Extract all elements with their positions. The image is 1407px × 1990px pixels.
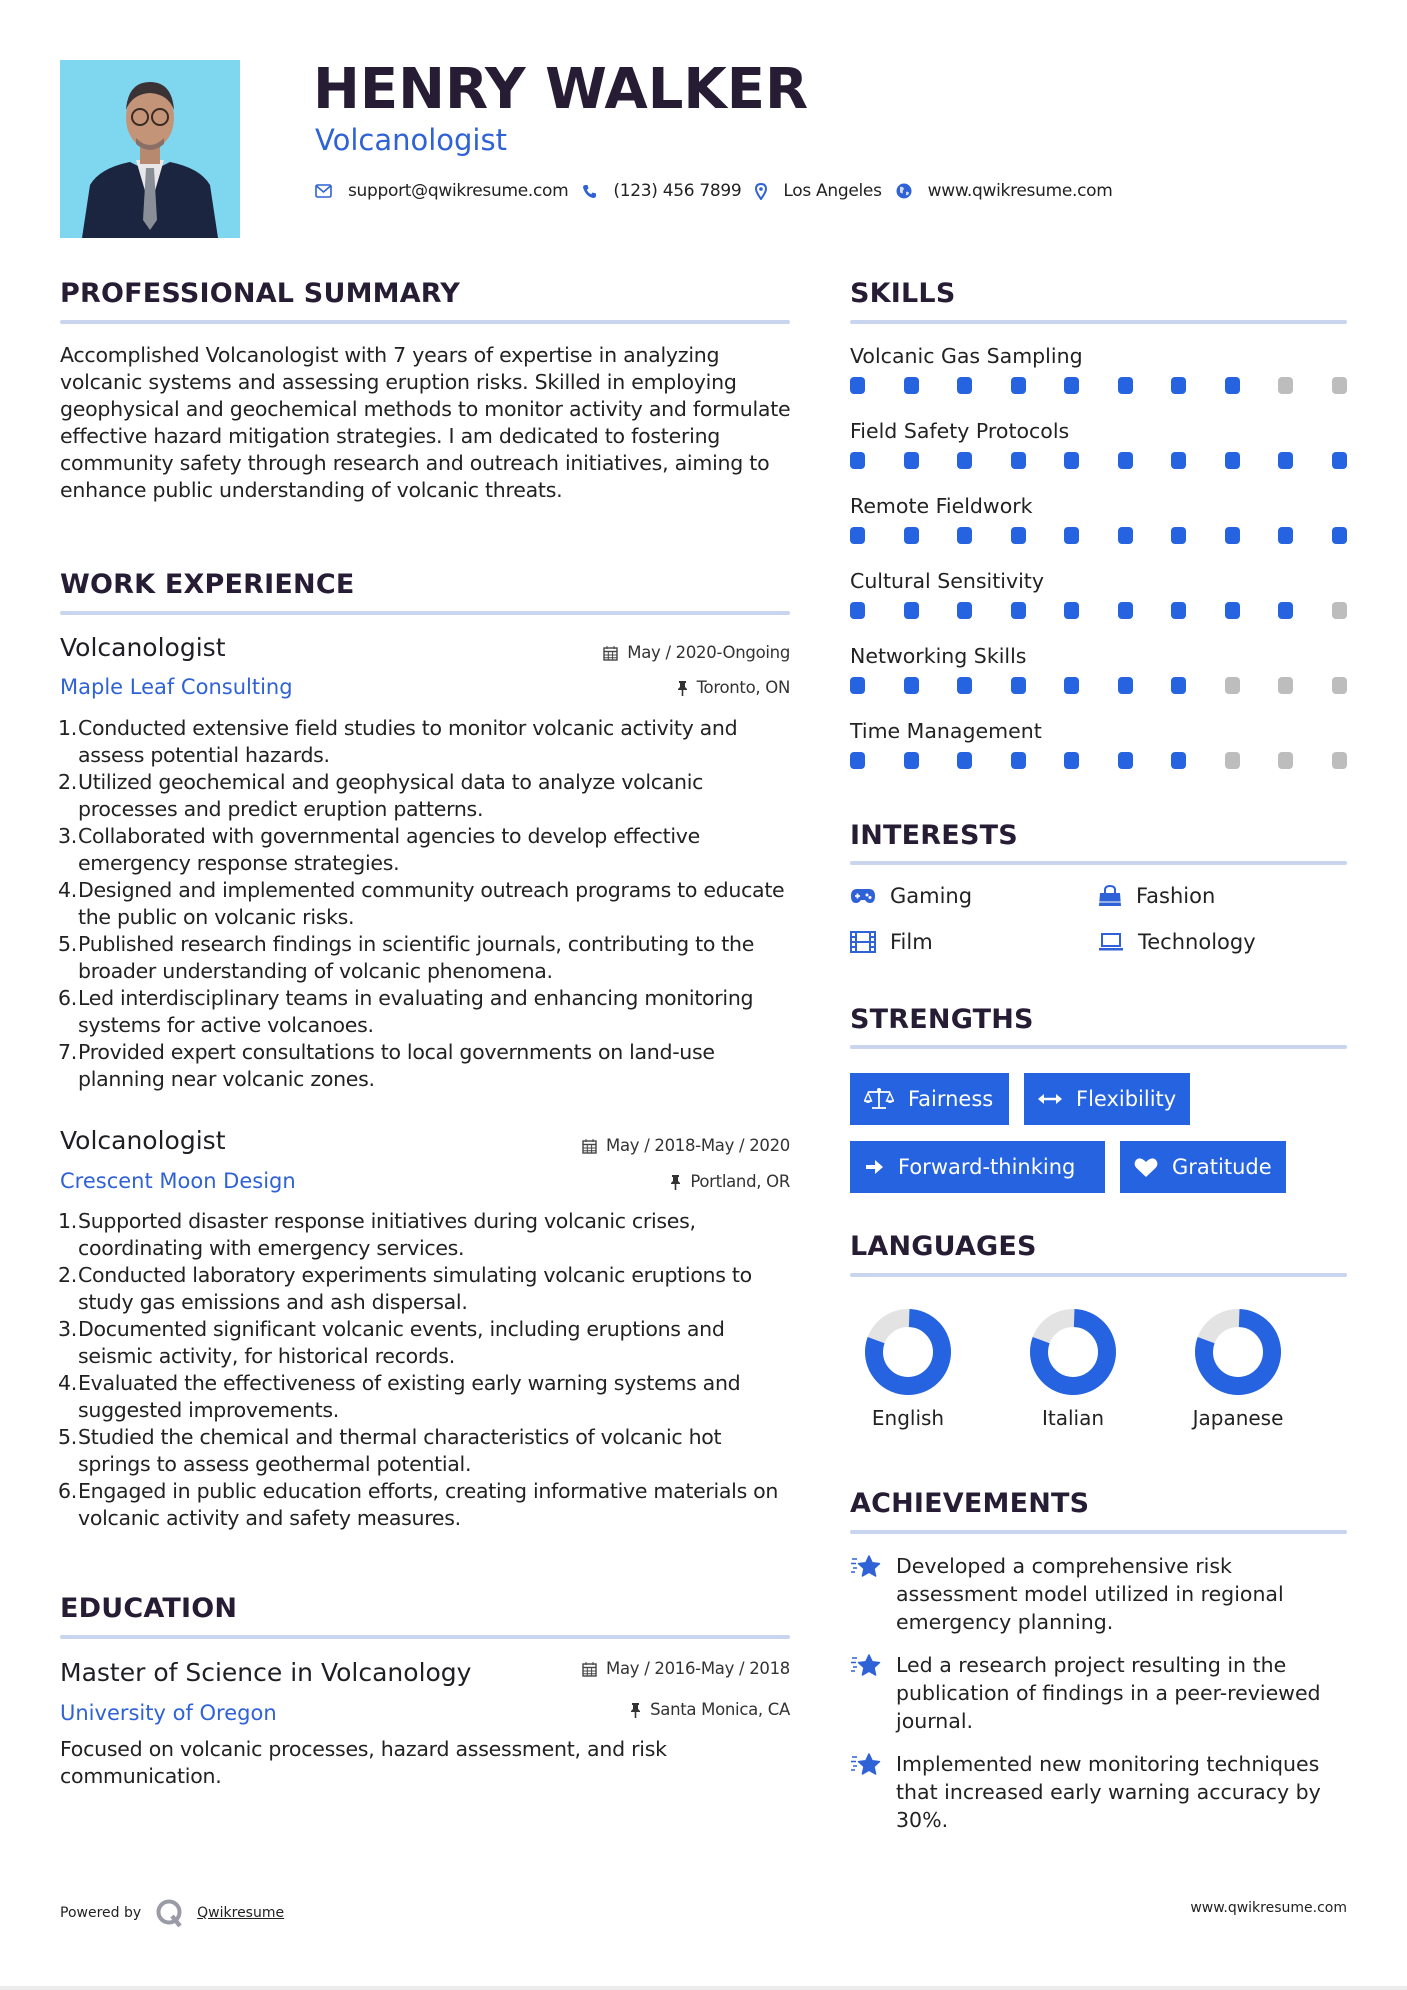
shopping-bag-icon [1098,885,1122,907]
rating-dot-filled [1171,752,1186,769]
rating-dot-filled [1118,527,1133,544]
phone-icon [582,184,597,199]
rating-dot-filled [1011,377,1026,394]
rating-dot-empty [1332,677,1347,694]
rating-dot-filled [1225,527,1240,544]
list-item: 3. Collaborated with governmental agencies to develop effective emergency response strategies. [58,824,700,875]
languages-divider [850,1273,1347,1277]
rating-dot-filled [850,377,865,394]
page-bottom-border [0,1986,1407,1990]
list-item: 3. Documented significant volcanic events, including eruptions and seismic activity, for historical records. [58,1317,725,1368]
rating-dot-filled [1171,452,1186,469]
map-pin-icon [755,183,767,200]
contact-email[interactable]: support@qwikresume.com [315,181,568,201]
interests-divider [850,861,1347,865]
list-item: 6. Led interdisciplinary teams in evaluating and enhancing monitoring systems for active volcanoes. [58,986,754,1037]
language-label: Japanese [1192,1406,1284,1430]
rating-dot-filled [1118,752,1133,769]
star-icon [850,1554,882,1580]
job-title: Volcanologist [60,1126,226,1155]
list-item: 1. Conducted extensive field studies to monitor volcanic activity and assess potential hazards. [58,716,738,767]
rating-dot-empty [1278,377,1293,394]
envelope-icon [315,184,332,198]
rating-dot-filled [1118,602,1133,619]
double-arrow-icon [1038,1093,1062,1105]
skill-item [850,343,1347,394]
footer-website-link[interactable]: www.qwikresume.com [1190,1900,1347,1916]
rating-dot-filled [904,377,919,394]
skill-label: Field Safety Protocols [850,419,1070,443]
rating-dot-filled [1171,527,1186,544]
skill-label: Networking Skills [850,644,1027,668]
achievement-item: Developed a comprehensive risk assessment model utilized in regional emergency planning. [850,1552,1347,1636]
company-name: Maple Leaf Consulting [60,675,293,699]
strength-tag-fairness: Fairness [850,1073,1009,1125]
qwikresume-link[interactable]: Qwikresume [197,1905,285,1921]
balance-scale-icon [864,1087,894,1111]
calendar-icon [603,645,618,661]
rating-dot-empty [1225,677,1240,694]
achievements-heading: ACHIEVEMENTS [850,1488,1090,1519]
interests-heading: INTERESTS [850,820,1018,851]
interest-item-gaming: Gaming [850,883,972,909]
experience-divider [60,611,790,615]
strength-tag-forward-thinking: Forward-thinking [850,1141,1105,1193]
skill-rating [850,377,1347,394]
skill-label: Remote Fieldwork [850,494,1033,518]
rating-dot-filled [1118,452,1133,469]
globe-icon [896,183,912,199]
rating-dot-filled [850,527,865,544]
language-label: Italian [1041,1406,1105,1430]
interest-item-technology: Technology [1098,929,1256,955]
rating-dot-filled [1011,602,1026,619]
rating-dot-filled [1332,527,1347,544]
rating-dot-filled [1171,377,1186,394]
rating-dot-filled [1171,677,1186,694]
rating-dot-filled [850,452,865,469]
strength-tag-flexibility: Flexibility [1024,1073,1190,1125]
rating-dot-filled [1064,677,1079,694]
laptop-icon [1098,932,1124,952]
rating-dot-filled [850,752,865,769]
rating-dot-filled [1064,602,1079,619]
education-location: Santa Monica, CA [630,1699,790,1721]
rating-dot-filled [957,452,972,469]
skill-rating [850,527,1347,544]
list-item: 1. Supported disaster response initiatives during volcanic crises, coordinating with emergency services. [58,1209,696,1260]
list-item: 2. Utilized geochemical and geophysical data to analyze volcanic processes and predict eruption patterns. [58,770,704,821]
profile-photo [60,60,240,238]
rating-dot-filled [850,602,865,619]
rating-dot-filled [957,377,972,394]
skills-divider [850,320,1347,324]
calendar-icon [582,1661,597,1677]
contact-location: Los Angeles [755,181,881,201]
rating-dot-filled [1332,452,1347,469]
person-portrait-icon [60,60,240,238]
language-item [1168,1308,1308,1430]
list-item: 5. Studied the chemical and thermal characteristics of volcanic hot springs to assess geothermal potential. [58,1425,722,1476]
rating-dot-filled [1118,677,1133,694]
list-item: 5. Published research findings in scientific journals, contributing to the broader understanding of volcanic phenomena. [58,932,755,983]
list-item: 2. Conducted laboratory experiments simulating volcanic eruptions to study gas emissions and ash dispersal. [58,1263,752,1314]
qwikresume-logo-icon [155,1898,185,1928]
job-responsibilities [60,715,790,1093]
skill-item [850,718,1347,769]
skill-item [850,568,1347,619]
contact-website[interactable]: www.qwikresume.com [896,181,1113,201]
job-dates: May / 2018-May / 2020 [582,1135,790,1157]
star-icon [850,1653,882,1679]
company-name: Crescent Moon Design [60,1169,296,1193]
list-item: 4. Evaluated the effectiveness of existing early warning systems and suggested improvements. [58,1371,741,1422]
rating-dot-filled [1064,527,1079,544]
skill-item [850,418,1347,469]
language-item [1003,1308,1143,1430]
summary-text: Accomplished Volcanologist with 7 years of expertise in analyzing volcanic systems and assessing eruption risks. Skilled in employing geophysical and geochemical methods to monitor activity and formulate effective hazard mitigation strategies. I am dedicated to fostering community safety through research and outreach initiatives, aiming to enhance public understanding of volcanic threats. [60,343,791,502]
skill-rating [850,677,1347,694]
pushpin-icon [677,680,688,696]
skill-label: Time Management [850,719,1042,743]
skill-rating [850,602,1347,619]
skills-heading: SKILLS [850,278,956,309]
experience-heading: WORK EXPERIENCE [60,569,355,600]
rating-dot-empty [1278,752,1293,769]
achievement-item: Led a research project resulting in the publication of findings in a peer-reviewed journal. [850,1651,1347,1735]
rating-dot-filled [1118,377,1133,394]
rating-dot-filled [957,527,972,544]
candidate-job-title: Volcanologist [315,123,507,157]
achievement-item: Implemented new monitoring techniques that increased early warning accuracy by 30%. [850,1750,1347,1834]
gamepad-icon [850,887,876,905]
list-item: 6. Engaged in public education efforts, creating informative materials on volcanic activity and safety measures. [58,1479,779,1530]
rating-dot-filled [904,677,919,694]
rating-dot-filled [1011,677,1026,694]
job-dates: May / 2020-Ongoing [603,642,790,664]
rating-dot-filled [1171,602,1186,619]
summary-divider [60,320,790,324]
contact-bar [315,178,1127,204]
school-name: University of Oregon [60,1701,277,1725]
language-item [838,1308,978,1430]
degree-title: Master of Science in Volcanology [60,1658,472,1687]
contact-phone[interactable]: (123) 456 7899 [582,181,741,201]
education-divider [60,1635,790,1639]
rating-dot-empty [1332,377,1347,394]
rating-dot-filled [957,752,972,769]
skill-item [850,643,1347,694]
skill-label: Cultural Sensitivity [850,569,1044,593]
calendar-icon [582,1138,597,1154]
rating-dot-filled [1225,377,1240,394]
rating-dot-filled [904,752,919,769]
summary-heading: PROFESSIONAL SUMMARY [60,278,461,309]
achievements-divider [850,1530,1347,1534]
list-item: 7. Provided expert consultations to local governments on land-use planning near volcanic zones. [58,1040,715,1091]
footer-powered-by: Powered by Qwikresume [60,1898,284,1928]
rating-dot-filled [957,602,972,619]
job-location: Toronto, ON [677,677,790,699]
education-description: Focused on volcanic processes, hazard assessment, and risk communication. [60,1737,667,1788]
pushpin-icon [630,1702,641,1718]
rating-dot-empty [1332,752,1347,769]
rating-dot-filled [904,527,919,544]
rating-dot-filled [957,677,972,694]
interest-item-fashion: Fashion [1098,883,1215,909]
rating-dot-empty [1278,677,1293,694]
rating-dot-filled [1278,602,1293,619]
rating-dot-filled [1064,452,1079,469]
candidate-name: HENRY WALKER [313,57,809,122]
rating-dot-filled [904,452,919,469]
rating-dot-filled [1278,527,1293,544]
skill-label: Volcanic Gas Sampling [850,344,1083,368]
skill-rating [850,452,1347,469]
rating-dot-filled [1225,602,1240,619]
skill-rating [850,752,1347,769]
rating-dot-filled [1064,377,1079,394]
education-heading: EDUCATION [60,1593,238,1624]
arrow-right-icon [864,1157,884,1177]
strength-tag-gratitude: Gratitude [1120,1141,1286,1193]
interest-item-film: Film [850,929,933,955]
rating-dot-filled [1064,752,1079,769]
star-icon [850,1752,882,1778]
job-location: Portland, OR [670,1171,790,1193]
rating-dot-empty [1332,602,1347,619]
rating-dot-empty [1225,752,1240,769]
job-title: Volcanologist [60,633,226,662]
rating-dot-filled [1278,452,1293,469]
pushpin-icon [670,1174,681,1190]
rating-dot-filled [1011,452,1026,469]
education-dates: May / 2016-May / 2018 [582,1658,790,1680]
language-proficiency-donut [864,1308,952,1396]
heart-icon [1134,1157,1158,1178]
rating-dot-filled [1011,527,1026,544]
rating-dot-filled [1011,752,1026,769]
job-responsibilities [60,1208,790,1532]
language-proficiency-donut [1194,1308,1282,1396]
film-icon [850,931,876,953]
languages-heading: LANGUAGES [850,1231,1037,1262]
strengths-heading: STRENGTHS [850,1004,1034,1035]
rating-dot-filled [850,677,865,694]
rating-dot-filled [904,602,919,619]
skill-item [850,493,1347,544]
language-label: English [871,1406,945,1430]
list-item: 4. Designed and implemented community outreach programs to educate the public on volcanic risks. [58,878,785,929]
language-proficiency-donut [1029,1308,1117,1396]
strengths-divider [850,1045,1347,1049]
rating-dot-filled [1225,452,1240,469]
